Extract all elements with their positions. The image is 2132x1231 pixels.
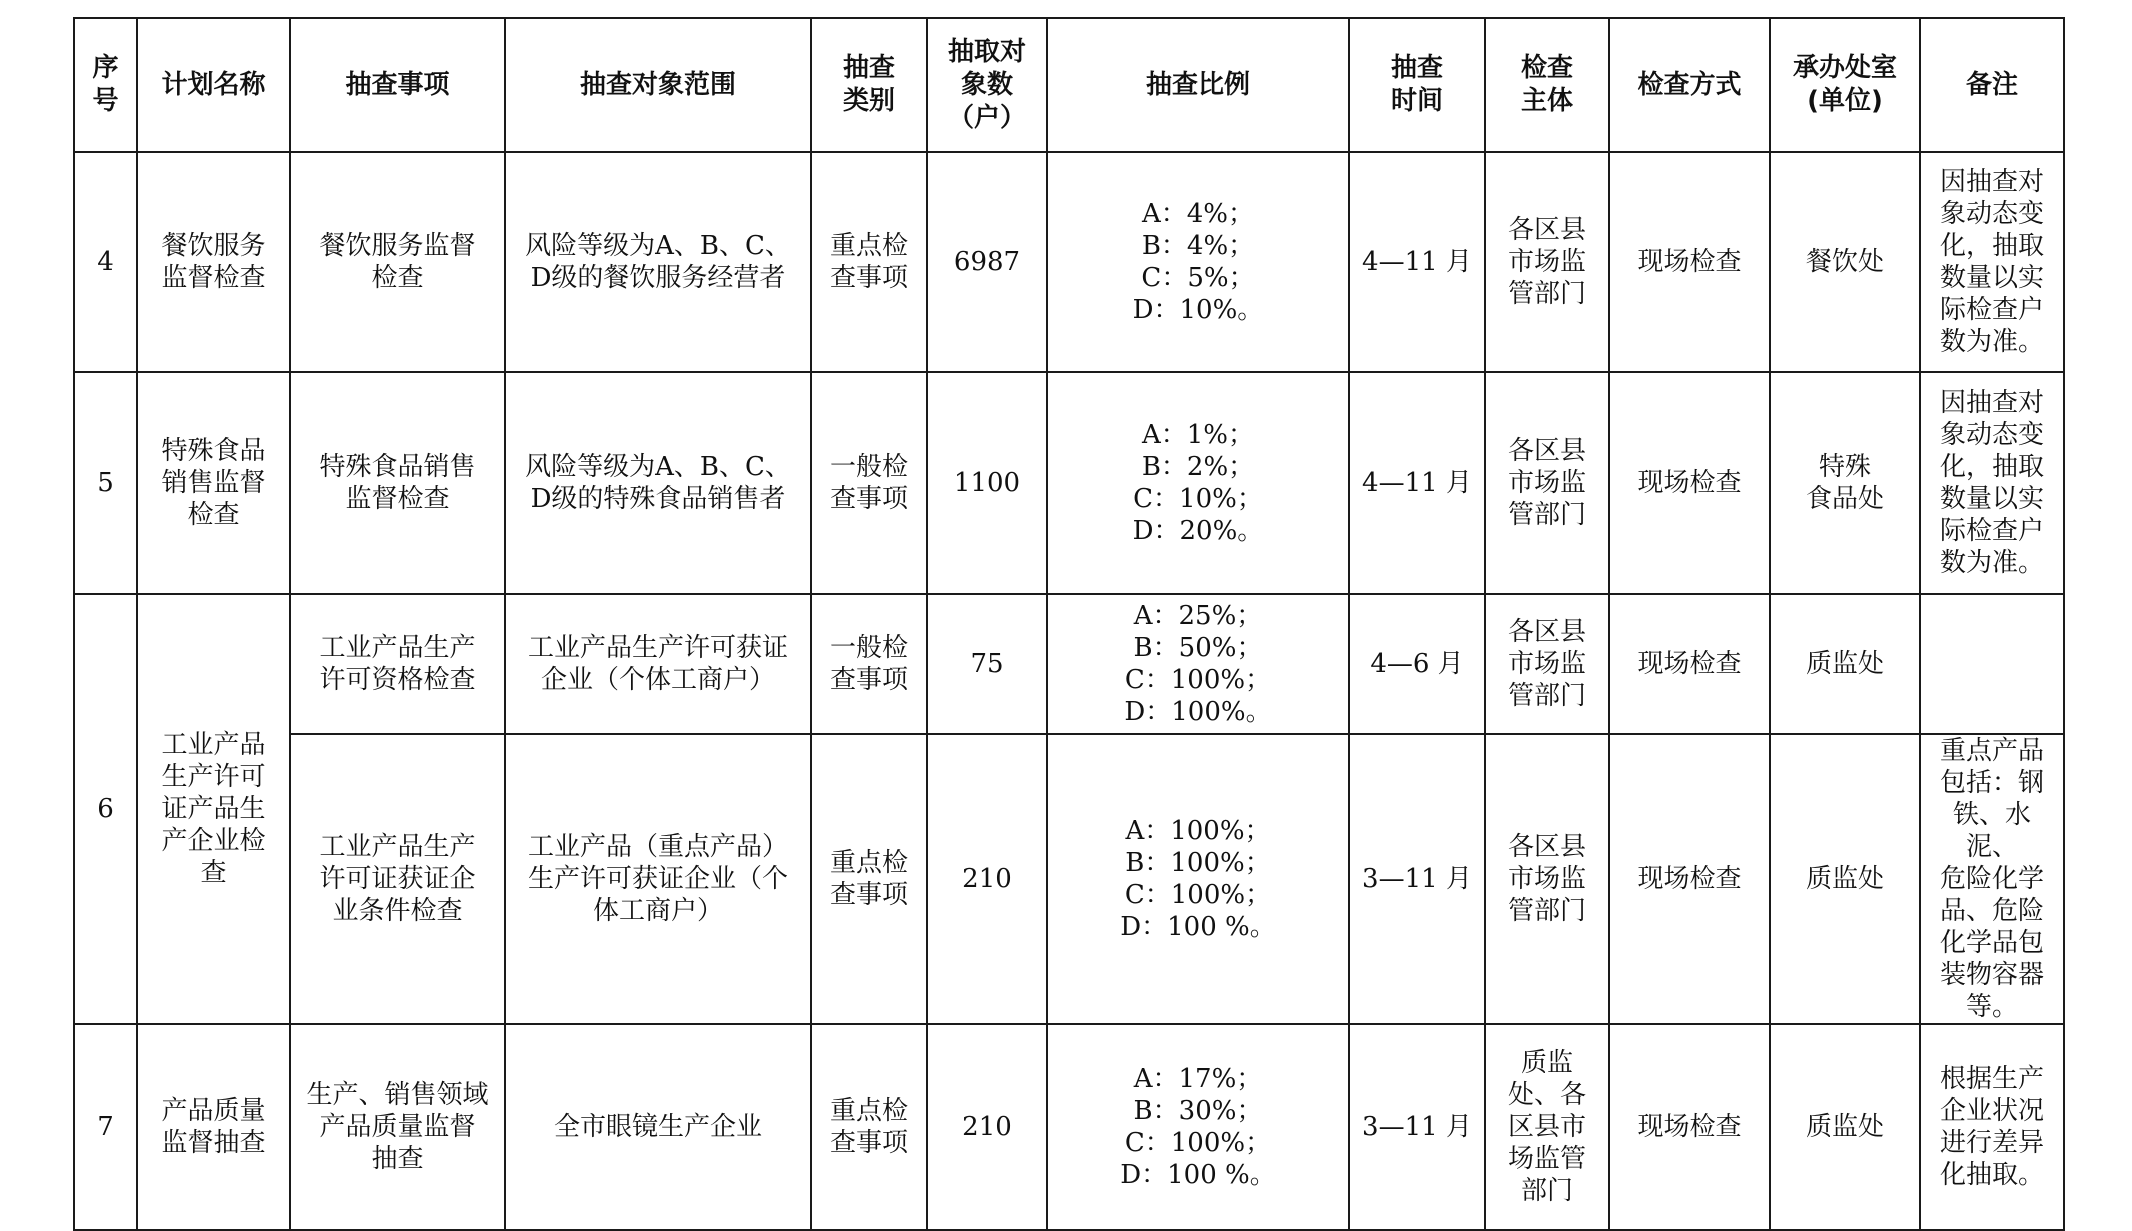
- cell-item: 生产、销售领域 产品质量监督 抽查: [290, 1024, 505, 1230]
- cell-scope: 工业产品（重点产品） 生产许可获证企业（个 体工商户）: [505, 734, 811, 1024]
- cell-dept: 质监处: [1770, 594, 1920, 734]
- cell-seq: 6: [74, 594, 137, 1024]
- table-row: [74, 594, 2064, 734]
- cell-subject: 各区县 市场监 管部门: [1485, 372, 1609, 594]
- header-subject: 检查 主体: [1485, 18, 1609, 152]
- cell-subject: 质监 处、各 区县市 场监管 部门: [1485, 1024, 1609, 1230]
- cell-type: 重点检 查事项: [811, 734, 927, 1024]
- cell-scope: 风险等级为A、B、C、 D级的特殊食品销售者: [505, 372, 811, 594]
- table-header-row: [74, 18, 2064, 152]
- header-dept: 承办处室 (单位): [1770, 18, 1920, 152]
- cell-seq: 4: [74, 152, 137, 372]
- cell-method: 现场检查: [1609, 734, 1770, 1024]
- cell-method: 现场检查: [1609, 152, 1770, 372]
- cell-count: 6987: [927, 152, 1047, 372]
- cell-ratio: A：4%； B：4%； C：5%； D：10%。: [1047, 152, 1349, 372]
- cell-dept: 质监处: [1770, 1024, 1920, 1230]
- cell-subject: 各区县 市场监 管部门: [1485, 594, 1609, 734]
- cell-item: 餐饮服务监督 检查: [290, 152, 505, 372]
- cell-remark: 重点产品 包括：钢 铁、水泥、 危险化学 品、危险 化学品包 装物容器 等。: [1920, 734, 2064, 1024]
- header-time: 抽查 时间: [1349, 18, 1485, 152]
- cell-method: 现场检查: [1609, 594, 1770, 734]
- cell-dept: 质监处: [1770, 734, 1920, 1024]
- cell-method: 现场检查: [1609, 372, 1770, 594]
- cell-remark: [1920, 594, 2064, 734]
- header-type: 抽查 类别: [811, 18, 927, 152]
- header-ratio: 抽查比例: [1047, 18, 1349, 152]
- cell-remark: 因抽查对 象动态变 化，抽取 数量以实 际检查户 数为准。: [1920, 152, 2064, 372]
- header-remark: 备注: [1920, 18, 2064, 152]
- table-row: [74, 372, 2064, 594]
- cell-dept: 餐饮处: [1770, 152, 1920, 372]
- cell-time: 3—11 月: [1349, 1024, 1485, 1230]
- cell-count: 210: [927, 1024, 1047, 1230]
- cell-plan-name: 产品质量 监督抽查: [137, 1024, 290, 1230]
- cell-time: 3—11 月: [1349, 734, 1485, 1024]
- cell-remark: 根据生产 企业状况 进行差异 化抽取。: [1920, 1024, 2064, 1230]
- table-row: [74, 1024, 2064, 1230]
- cell-item: 工业产品生产 许可资格检查: [290, 594, 505, 734]
- cell-item: 工业产品生产 许可证获证企 业条件检查: [290, 734, 505, 1024]
- cell-type: 一般检 查事项: [811, 594, 927, 734]
- cell-dept: 特殊 食品处: [1770, 372, 1920, 594]
- header-method: 检查方式: [1609, 18, 1770, 152]
- cell-seq: 7: [74, 1024, 137, 1230]
- cell-seq: 5: [74, 372, 137, 594]
- header-item: 抽查事项: [290, 18, 505, 152]
- cell-plan-name: 餐饮服务 监督检查: [137, 152, 290, 372]
- cell-time: 4—11 月: [1349, 372, 1485, 594]
- cell-method: 现场检查: [1609, 1024, 1770, 1230]
- header-seq: 序 号: [74, 18, 137, 152]
- cell-type: 重点检 查事项: [811, 1024, 927, 1230]
- cell-ratio: A：1%； B：2%； C：10%； D：20%。: [1047, 372, 1349, 594]
- cell-count: 210: [927, 734, 1047, 1024]
- table-row: [74, 734, 2064, 1024]
- cell-ratio: A：100%； B：100%； C：100%； D：100 %。: [1047, 734, 1349, 1024]
- cell-subject: 各区县 市场监 管部门: [1485, 152, 1609, 372]
- cell-count: 75: [927, 594, 1047, 734]
- cell-scope: 工业产品生产许可获证 企业（个体工商户）: [505, 594, 811, 734]
- cell-item: 特殊食品销售 监督检查: [290, 372, 505, 594]
- header-scope: 抽查对象范围: [505, 18, 811, 152]
- header-count: 抽取对 象数 （户）: [927, 18, 1047, 152]
- cell-type: 一般检 查事项: [811, 372, 927, 594]
- inspection-plan-table: [73, 17, 2065, 1231]
- cell-plan-name: 工业产品 生产许可 证产品生 产企业检 查: [137, 594, 290, 1024]
- cell-ratio: A：25%； B：50%； C：100%； D：100%。: [1047, 594, 1349, 734]
- cell-type: 重点检 查事项: [811, 152, 927, 372]
- header-plan-name: 计划名称: [137, 18, 290, 152]
- cell-ratio: A：17%； B：30%； C：100%； D：100 %。: [1047, 1024, 1349, 1230]
- cell-scope: 风险等级为A、B、C、 D级的餐饮服务经营者: [505, 152, 811, 372]
- cell-time: 4—6 月: [1349, 594, 1485, 734]
- cell-subject: 各区县 市场监 管部门: [1485, 734, 1609, 1024]
- cell-plan-name: 特殊食品 销售监督 检查: [137, 372, 290, 594]
- table-row: [74, 152, 2064, 372]
- cell-time: 4—11 月: [1349, 152, 1485, 372]
- cell-remark: 因抽查对 象动态变 化，抽取 数量以实 际检查户 数为准。: [1920, 372, 2064, 594]
- cell-count: 1100: [927, 372, 1047, 594]
- cell-scope: 全市眼镜生产企业: [505, 1024, 811, 1230]
